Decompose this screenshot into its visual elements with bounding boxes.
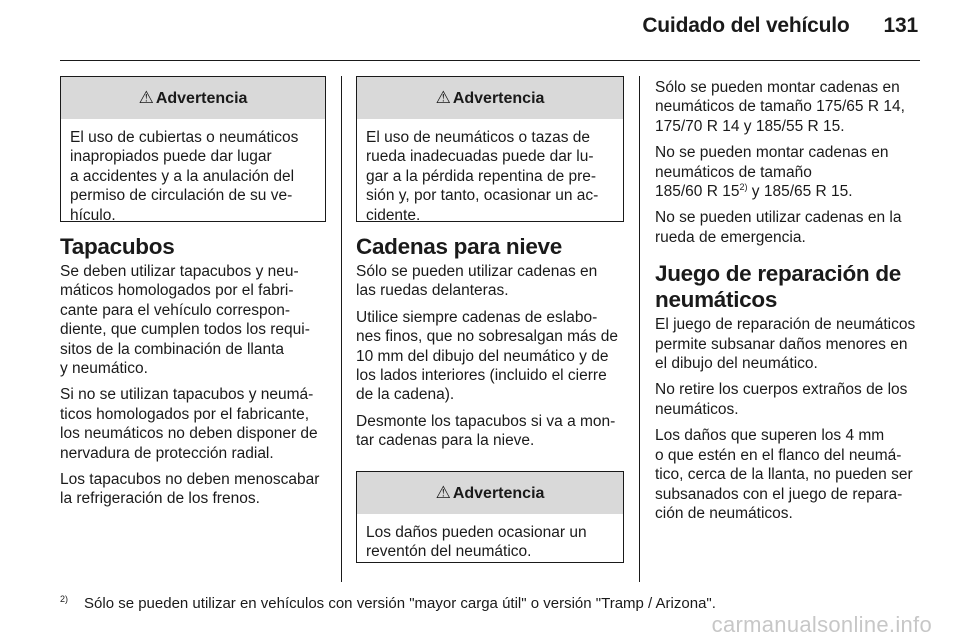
warning-header (357, 77, 623, 119)
warning-box-wheel-covers (356, 76, 624, 222)
paragraph (356, 412, 624, 451)
paragraph (655, 426, 923, 523)
text-line: sión y, por tanto, ocasionar un ac- (366, 187, 599, 205)
text-line: neumáticos de tamaño 175/65 R 14, (655, 98, 905, 116)
paragraph (655, 380, 923, 419)
paragraph (60, 262, 326, 378)
warning-title: Advertencia (452, 90, 545, 107)
text-line: Si no se utilizan tapacubos y neumá- (60, 386, 314, 404)
text-line: El uso de neumáticos o tazas de (366, 129, 591, 146)
text-line: las ruedas delanteras. (356, 282, 509, 300)
heading-line: neumáticos (655, 287, 778, 313)
text-line: gar a la pérdida repentina de pre- (366, 167, 597, 185)
footnote-marker: 2) (60, 594, 69, 604)
text-line: o que estén en el flanco del neumá- (655, 446, 902, 464)
text-line: tico, cerca de la llanta, no pueden ser (655, 466, 913, 484)
text-line: Los daños que superen los 4 mm (655, 427, 885, 445)
paragraph (655, 315, 923, 373)
page-title: Cuidado del vehículo (642, 14, 850, 37)
text-line: 10 mm del dibujo del neumático y de (356, 347, 609, 365)
text-line: No se pueden utilizar cadenas en la (655, 209, 902, 227)
text-line: los neumáticos no deben disponer de (60, 425, 318, 443)
section-heading-cadenas: Cadenas para nieve (356, 234, 562, 259)
footnote (60, 590, 716, 613)
text-line: 185/60 R 15 (655, 183, 740, 201)
warning-text (357, 119, 623, 235)
header-rule (60, 60, 920, 61)
text-line: neumáticos. (655, 400, 739, 418)
warning-triangle-icon: ⚠ (138, 88, 154, 107)
paragraph (655, 143, 923, 201)
text-line: El uso de cubiertas o neumáticos (70, 129, 299, 146)
text-line: El juego de reparación de neumáticos (655, 316, 916, 334)
text-line: Sólo se pueden montar cadenas en (655, 79, 900, 96)
text-line: Utilice siempre cadenas de eslabo- (356, 308, 598, 326)
text-line: permiso de circulación de su ve- (70, 187, 293, 205)
text-line: los lados interiores (incluido el cierre (356, 367, 607, 385)
text-line: Desmonte los tapacubos si va a mon- (356, 412, 616, 430)
text-line: diente, que cumplen todos los requi- (60, 321, 310, 339)
text-line: a accidentes y a la anulación del (70, 167, 295, 185)
text-line: inapropiados puede dar lugar (70, 148, 272, 166)
text-line: de la cadena). (356, 386, 455, 404)
text-line: subsanados con el juego de repara- (655, 485, 903, 503)
text-line: neumáticos de tamaño (655, 163, 812, 181)
paragraph (60, 470, 326, 509)
text-line: tar cadenas para la nieve. (356, 432, 535, 450)
warning-text (61, 119, 325, 235)
warning-text (357, 514, 623, 572)
paragraph (655, 208, 923, 247)
text-line: sitos de la combinación de llanta (60, 340, 285, 358)
text-line: No se pueden montar cadenas en (655, 144, 889, 162)
text-line: máticos homologados por el fabri- (60, 282, 294, 300)
warning-title: Advertencia (155, 90, 248, 107)
warning-triangle-icon: ⚠ (435, 482, 451, 502)
text-line: cidente. (366, 206, 421, 224)
text-line: ticos homologados por el fabricante, (60, 405, 310, 423)
column-1 (60, 76, 326, 509)
text-line: la refrigeración de los frenos. (60, 490, 260, 508)
text-line: ción de neumáticos. (655, 504, 793, 522)
text-line: Los daños pueden ocasionar un (366, 523, 587, 541)
text-line: 175/70 R 14 y 185/55 R 15. (655, 117, 845, 135)
warning-header (61, 77, 325, 119)
warning-box-chains (356, 471, 624, 563)
text-line: reventón del neumático. (366, 543, 532, 561)
text-line: y 185/65 R 15. (747, 183, 853, 201)
section-heading-juego-reparacion (655, 261, 923, 313)
text-line: Sólo se pueden utilizar cadenas en (356, 263, 598, 280)
warning-triangle-icon: ⚠ (435, 88, 451, 107)
column-2 (356, 76, 624, 563)
text-line: Los tapacubos no deben menoscabar (60, 471, 320, 489)
paragraph (60, 385, 326, 463)
text-line: rueda de emergencia. (655, 228, 806, 246)
text-line: el dibujo del neumático. (655, 355, 818, 373)
text-line: rueda inadecuadas puede dar lu- (366, 148, 594, 166)
page-header (642, 14, 918, 38)
watermark: carmanualsonline.info (711, 612, 932, 637)
section-heading-tapacubos: Tapacubos (60, 234, 175, 259)
heading-line: Juego de reparación de (655, 261, 901, 287)
text-line: Se deben utilizar tapacubos y neu- (60, 263, 299, 280)
warning-box-tires (60, 76, 326, 222)
footnote-text: Sólo se pueden utilizar en vehículos con versión "mayor carga útil" o versión "Tramp / Arizona". (84, 595, 716, 612)
text-line: hículo. (70, 206, 116, 224)
footnote-reference: 2) (739, 181, 748, 192)
text-line: nervadura de protección radial. (60, 444, 274, 462)
column-divider-2 (639, 76, 640, 582)
column-divider-1 (341, 76, 342, 582)
text-line: permite subsanar daños menores en (655, 335, 908, 353)
paragraph (356, 262, 624, 301)
paragraph (655, 78, 923, 136)
warning-header (357, 472, 623, 514)
page-number: 131 (883, 14, 918, 37)
paragraph (356, 308, 624, 405)
column-3 (655, 78, 923, 523)
text-line: No retire los cuerpos extraños de los (655, 381, 908, 399)
text-line: nes finos, que no sobresalgan más de (356, 328, 618, 346)
text-line: cante para el vehículo correspon- (60, 301, 291, 319)
text-line: y neumático. (60, 360, 148, 378)
warning-title: Advertencia (452, 484, 545, 502)
